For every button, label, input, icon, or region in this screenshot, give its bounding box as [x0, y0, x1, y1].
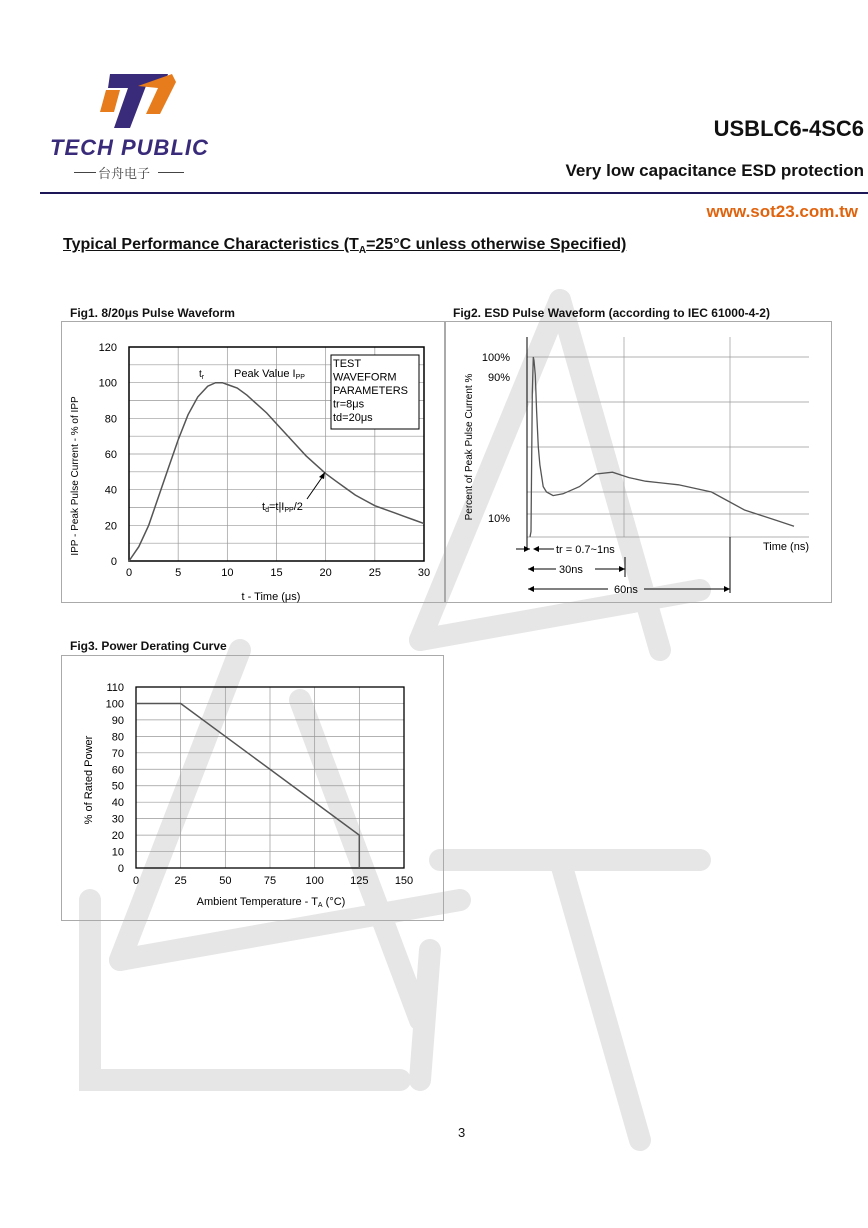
fig2-chart: [444, 321, 832, 603]
fig1-peak-label: Peak Value IPP: [234, 368, 305, 381]
fig3-xtick-label: 125: [350, 875, 369, 887]
fig1-xtick-label: 15: [270, 567, 283, 579]
fig3-xtick-label: 150: [394, 875, 414, 887]
logo-text: TECH PUBLIC: [50, 135, 209, 160]
fig2-60ns-label: 60ns: [614, 584, 638, 596]
fig1-ytick-label: 120: [98, 342, 117, 354]
fig1-xtick-label: 5: [175, 567, 182, 579]
fig1-test-box-line: PARAMETERS: [333, 385, 408, 397]
fig1-xlabel: t - Time (μs): [241, 591, 301, 603]
logo-line-right: [158, 172, 184, 173]
fig3-ytick-label: 70: [111, 747, 124, 760]
fig1-test-box-line: WAVEFORM: [333, 371, 397, 384]
fig3-ytick-label: 30: [111, 813, 124, 826]
fig3-ytick-label: 90: [111, 714, 124, 727]
fig1-xtick-label: 0: [125, 567, 133, 579]
fig3-xtick-label: 50: [219, 875, 232, 887]
fig3-ytick-label: 110: [106, 682, 124, 694]
fig3-xtick-label: 100: [305, 875, 324, 887]
fig2-grid: [527, 337, 809, 537]
fig2-xlabel: Time (ns): [762, 541, 809, 553]
fig1-caption: Fig1. 8/20μs Pulse Waveform: [70, 306, 235, 320]
part-number: USBLC6-4SC6: [713, 116, 864, 141]
fig3-ylabel: % of Rated Power: [83, 735, 95, 825]
fig1-xtick-label: 20: [319, 567, 332, 579]
fig1-ylabel: IPP - Peak Pulse Current - % of IPP: [70, 396, 81, 556]
fig3-ytick-label: 10: [111, 846, 124, 859]
fig3-xtick-label: 25: [174, 875, 187, 887]
fig1-tr-label: $t_r$: [199, 369, 205, 381]
logo-line-left: [74, 172, 96, 173]
fig1-xtick-label: 25: [368, 567, 381, 579]
section-title: [63, 236, 626, 256]
fig3-xlabel: Ambient Temperature - TA (°C): [196, 896, 346, 909]
fig1-test-box-line: tr=8μs: [333, 398, 365, 411]
fig3-grid: [136, 687, 404, 868]
fig1-td-arrow: [307, 476, 323, 499]
fig1-ytick-label: 60: [104, 449, 117, 461]
fig2-ylabel: Percent of Peak Pulse Current %: [464, 373, 475, 521]
fig1-ytick-label: 100: [98, 377, 117, 390]
fig2-caption: Fig2. ESD Pulse Waveform (according to IEC 61000-4-2): [453, 306, 770, 320]
fig1-td-label: td=t|IPP/2: [262, 501, 303, 514]
section-title-pre: Typical Performance Characteristics (T: [63, 236, 359, 253]
header-rule: [40, 192, 868, 194]
fig3-ytick-label: 50: [111, 780, 124, 793]
fig3-ytick-label: 80: [111, 731, 124, 744]
fig3-ytick-label: 20: [111, 830, 124, 843]
section-title-post: =25°C unless otherwise Specified): [366, 236, 627, 253]
fig2-tr-label: tr = 0.7~1ns: [556, 544, 615, 556]
fig3-ytick-label: 40: [111, 797, 124, 810]
fig3-caption: Fig3. Power Derating Curve: [70, 639, 227, 653]
fig1-ytick-label: 20: [104, 520, 117, 533]
fig2-ytick-10: 10%: [487, 513, 510, 525]
section-title-sub: A: [358, 245, 367, 257]
fig1-xtick-label: 10: [221, 567, 234, 579]
fig1-test-box-line: TEST: [333, 358, 362, 370]
fig3-chart: [61, 655, 444, 921]
fig1-chart: [61, 321, 446, 603]
fig3-xtick-label: 0: [132, 875, 140, 887]
page-number: 3: [458, 1125, 466, 1140]
fig1-ytick-label: 40: [104, 484, 117, 497]
fig3-xtick-label: 75: [263, 875, 277, 887]
fig3-ytick-label: 0: [117, 863, 124, 875]
fig1-xtick-label: 30: [417, 567, 431, 579]
subtitle: Very low capacitance ESD protection: [565, 161, 864, 180]
logo-subtext: 台舟电子: [98, 166, 151, 181]
fig2-ytick-100: 100%: [481, 352, 510, 364]
fig3-ytick-label: 100: [105, 698, 124, 711]
fig3-ytick-label: 60: [111, 764, 124, 777]
fig1-test-box-line: td=20μs: [333, 412, 373, 424]
fig1-ytick-label: 80: [104, 413, 117, 426]
fig1-ytick-label: 0: [110, 556, 117, 568]
fig2-30ns-label: 30ns: [559, 564, 583, 576]
website-url[interactable]: www.sot23.com.tw: [706, 202, 858, 221]
fig2-ytick-90: 90%: [487, 372, 510, 384]
